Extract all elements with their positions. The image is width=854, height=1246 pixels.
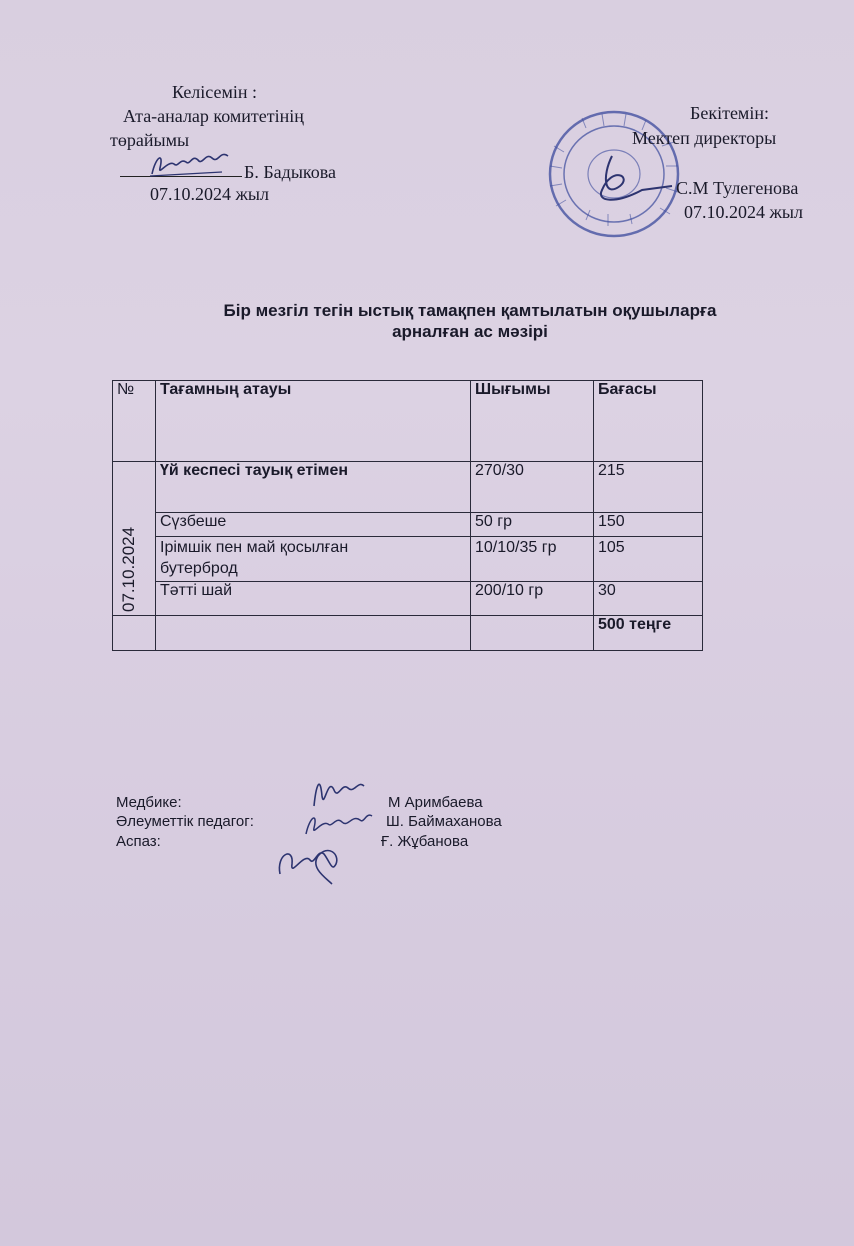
dish-yield: 200/10 гр: [471, 582, 594, 616]
document-title-line1: Бір мезгіл тегін ыстық тамақпен қамтылатын оқушыларға: [223, 301, 717, 320]
dish-price: 215: [594, 462, 703, 513]
dish-price: 30: [594, 582, 703, 616]
date-cell: [113, 462, 156, 616]
header-yield: Шығымы: [471, 381, 594, 462]
dish-price: 105: [594, 537, 703, 582]
dish-name: Тәтті шай: [156, 582, 471, 616]
agreement-chair: төрайымы: [110, 130, 190, 150]
table-total-row: [113, 616, 703, 651]
header-number: №: [113, 381, 156, 462]
approval-date: 07.10.2024 жыл: [684, 202, 804, 222]
school-stamp-icon: [542, 106, 682, 242]
dish-name: Үй кеспесі тауық етімен: [156, 462, 471, 513]
cook-signature-icon: [270, 834, 350, 886]
table-header-row: [113, 381, 703, 462]
table-row: [113, 462, 703, 513]
signature-role-social-pedagogue: Әлеуметтік педагог:: [116, 813, 254, 830]
agreement-signature-icon: [146, 146, 236, 182]
dish-name-line1: Ірімшік пен май қосылған: [160, 539, 349, 556]
agreement-name: Б. Бадыкова: [244, 162, 336, 182]
header-price: Бағасы: [594, 381, 703, 462]
signature-role-nurse: Медбике:: [116, 794, 182, 811]
signature-name-cook: Ғ. Жұбанова: [381, 833, 469, 850]
dish-name: [156, 537, 471, 582]
dish-yield: 10/10/35 гр: [471, 537, 594, 582]
dish-yield: 50 гр: [471, 513, 594, 537]
menu-table: [112, 380, 703, 651]
total-empty-cell: [113, 616, 156, 651]
signature-name-nurse: М Аримбаева: [388, 794, 483, 811]
approval-title: Бекітемін:: [690, 103, 769, 123]
total-empty-cell: [471, 616, 594, 651]
agreement-committee: Ата-аналар комитетінің: [123, 106, 304, 126]
signature-name-social-pedagogue: Ш. Баймаханова: [386, 813, 502, 830]
document-title: [150, 300, 790, 342]
table-row: [113, 537, 703, 582]
approval-name: С.М Тулегенова: [676, 178, 799, 198]
table-row: [113, 513, 703, 537]
table-row: [113, 582, 703, 616]
dish-yield: 270/30: [471, 462, 594, 513]
header-dish-name: Тағамның атауы: [156, 381, 471, 462]
dish-name-line2: бутерброд: [160, 560, 238, 577]
agreement-title: Келісемін :: [172, 82, 258, 102]
dish-price: 150: [594, 513, 703, 537]
agreement-date: 07.10.2024 жыл: [150, 184, 270, 204]
document-title-line2: арналған ас мәзірі: [392, 322, 548, 341]
approval-position: Мектеп директоры: [632, 128, 777, 148]
menu-date: 07.10.2024: [119, 526, 138, 612]
total-price: 500 теңге: [594, 616, 703, 651]
signature-role-cook: Аспаз:: [116, 833, 161, 850]
dish-name: Сүзбеше: [156, 513, 471, 537]
total-empty-cell: [156, 616, 471, 651]
